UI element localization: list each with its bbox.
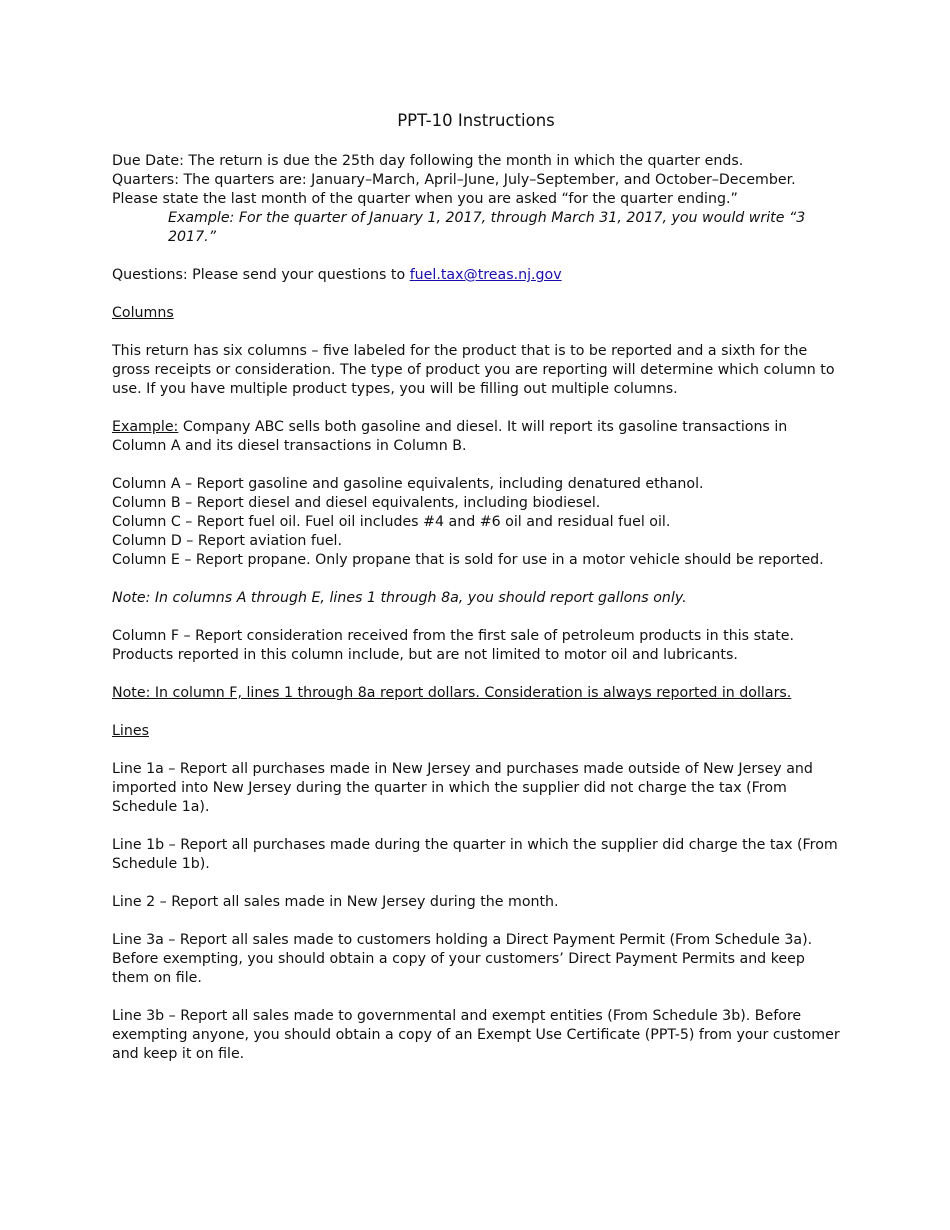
column-b-text: Column B – Report diesel and diesel equivalents, including biodiesel. [112, 495, 601, 511]
line-3b-text: Line 3b – Report all sales made to governmental and exempt entities (From Schedule 3b). Before exempting anyone, you should obtain a copy of an Exempt Use Certificate (PPT-5) from your customer and keep it on file. [112, 1008, 840, 1062]
intro-block [112, 152, 840, 247]
example-label: Example: [112, 419, 179, 435]
column-c-text: Column C – Report fuel oil. Fuel oil includes #4 and #6 oil and residual fuel oil. [112, 514, 671, 530]
column-list [112, 475, 840, 570]
due-date-text: Due Date: The return is due the 25th day following the month in which the quarter ends. [112, 153, 744, 169]
columns-heading: Columns [112, 305, 174, 321]
line-2-text: Line 2 – Report all sales made in New Jersey during the month. [112, 894, 559, 910]
quarters-text: Quarters: The quarters are: January–March, April–June, July–September, and October–December. Please state the last month of the quarter when you are asked “for the quarter ending.” [112, 172, 796, 207]
quarter-example-text: Example: For the quarter of January 1, 2017, through March 31, 2017, you would write “3 2017.” [168, 210, 806, 245]
questions-label: Questions: Please send your questions to [112, 267, 410, 283]
line-1b-text: Line 1b – Report all purchases made during the quarter in which the supplier did charge the tax (From Schedule 1b). [112, 837, 838, 872]
example-text: Company ABC sells both gasoline and diesel. It will report its gasoline transactions in Column A and its diesel transactions in Column B. [112, 419, 788, 454]
page-title: PPT-10 Instructions [397, 111, 555, 130]
column-d-text: Column D – Report aviation fuel. [112, 533, 342, 549]
note-dollars: Note: In column F, lines 1 through 8a report dollars. Consideration is always reported in dollars. [112, 685, 792, 701]
column-a-text: Column A – Report gasoline and gasoline equivalents, including denatured ethanol. [112, 476, 704, 492]
email-link[interactable]: fuel.tax@treas.nj.gov [409, 267, 562, 283]
columns-description: This return has six columns – five labeled for the product that is to be reported and a sixth for the gross receipts or consideration. The type of product you are reporting will determine which column to use. If you have multiple product types, you will be filling out multiple columns. [112, 343, 835, 397]
note-gallons: Note: In columns A through E, lines 1 through 8a, you should report gallons only. [112, 590, 687, 606]
lines-heading: Lines [112, 723, 149, 739]
document-body [112, 110, 840, 1064]
columns-example [112, 418, 840, 456]
column-f-text: Column F – Report consideration received from the first sale of petroleum products in this state. Products reported in this column include, but are not limited to motor oil and lubricants. [112, 628, 795, 663]
line-3a-text: Line 3a – Report all sales made to customers holding a Direct Payment Permit (From Schedule 3a). Before exempting, you should obtain a copy of your customers’ Direct Payment Permits and keep them on file. [112, 932, 813, 986]
column-e-text: Column E – Report propane. Only propane that is sold for use in a motor vehicle should be reported. [112, 552, 824, 568]
questions-text [112, 266, 840, 285]
line-1a-text: Line 1a – Report all purchases made in New Jersey and purchases made outside of New Jersey and imported into New Jersey during the quarter in which the supplier did not charge the tax (From Schedule 1a). [112, 761, 813, 815]
